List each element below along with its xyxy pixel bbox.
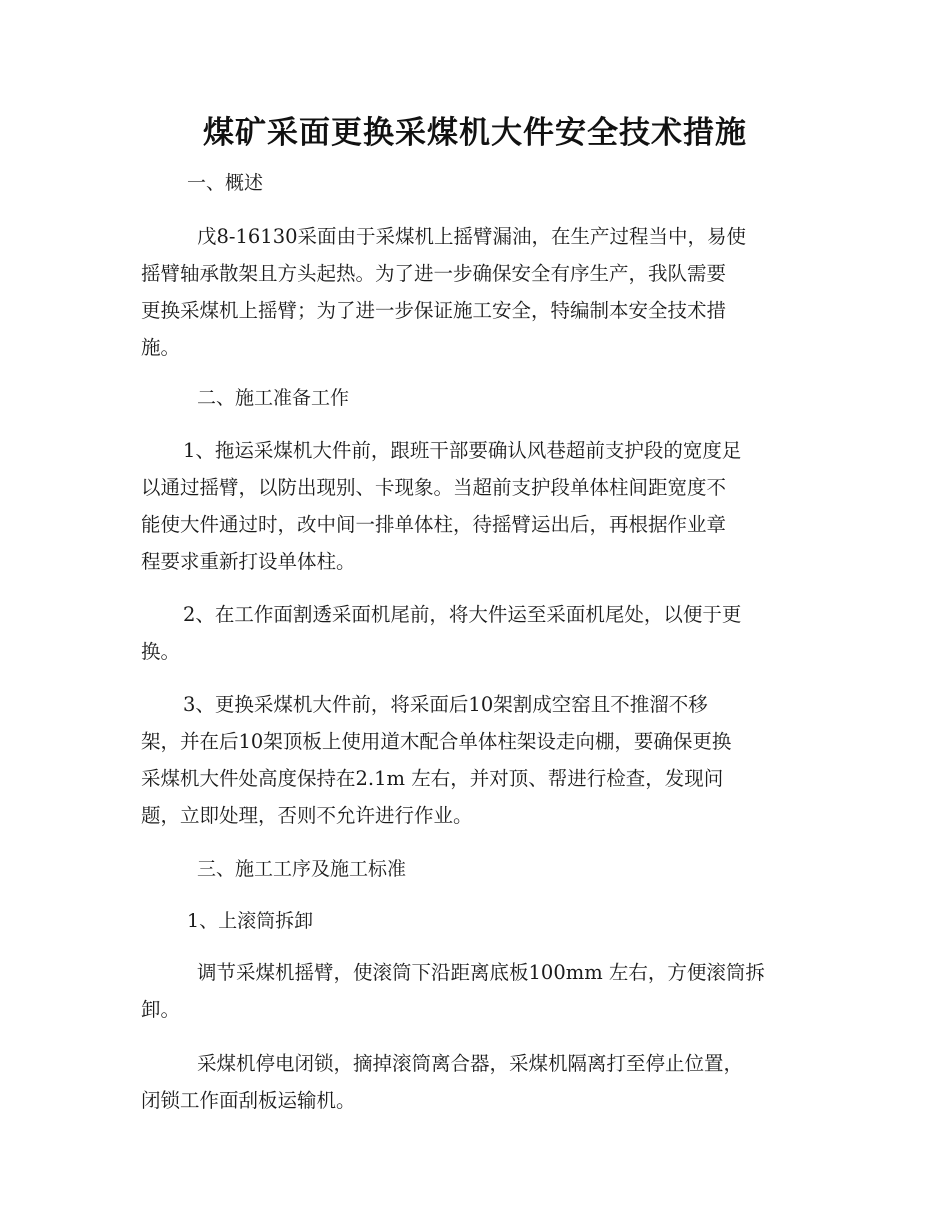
procedure-paragraph-2 <box>141 1045 809 1119</box>
paragraph-line: 更换采煤机上摇臂；为了进一步保证施工安全，特编制本安全技术措 <box>141 299 727 322</box>
paragraph-line: 题，立即处理，否则不允许进行作业。 <box>141 804 473 827</box>
paragraph-line: 采煤机停电闭锁，摘掉滚筒离合器，采煤机隔离打至停止位置， <box>197 1052 744 1075</box>
paragraph-line: 摇臂轴承散架且方头起热。为了进一步确保安全有序生产，我队需要 <box>141 262 727 285</box>
paragraph-line: 调节采煤机摇臂，使滚筒下沿距离底板100mm 左右，方便滚筒拆 <box>197 961 765 984</box>
preparation-item-3 <box>141 686 809 834</box>
paragraph-line: 换。 <box>141 640 181 663</box>
subheading-upper-drum-removal: 1、上滚筒拆卸 <box>187 910 314 932</box>
paragraph-line: 闭锁工作面刮板运输机。 <box>141 1089 356 1112</box>
paragraph-line: 戊8-16130采面由于采煤机上摇臂漏油，在生产过程当中，易使 <box>197 225 747 248</box>
overview-paragraph <box>141 218 809 366</box>
paragraph-line: 施。 <box>141 336 181 359</box>
section-heading-procedure: 三、施工工序及施工标准 <box>197 858 407 880</box>
paragraph-line: 卸。 <box>141 998 181 1021</box>
paragraph-line: 采煤机大件处高度保持在2.1m 左右，并对顶、帮进行检查，发现问 <box>141 767 724 790</box>
paragraph-line: 架，并在后10架顶板上使用道木配合单体柱架设走向棚，要确保更换 <box>141 730 732 753</box>
procedure-paragraph-1 <box>141 954 809 1028</box>
document-title: 煤矿采面更换采煤机大件安全技术措施 <box>203 115 747 151</box>
paragraph-line: 2、在工作面割透采面机尾前，将大件运至采面机尾处，以便于更 <box>183 603 742 626</box>
paragraph-line: 以通过摇臂，以防出现别、卡现象。当超前支护段单体柱间距宽度不 <box>141 476 727 499</box>
section-heading-preparation: 二、施工准备工作 <box>197 387 350 409</box>
paragraph-line: 能使大件通过时，改中间一排单体柱，待摇臂运出后，再根据作业章 <box>141 513 727 536</box>
paragraph-line: 3、更换采煤机大件前，将采面后10架割成空窑且不推溜不移 <box>183 693 708 716</box>
paragraph-line: 程要求重新打设单体柱。 <box>141 550 356 573</box>
paragraph-line: 1、拖运采煤机大件前，跟班干部要确认风巷超前支护段的宽度足 <box>183 439 742 462</box>
preparation-item-2 <box>141 596 809 670</box>
preparation-item-1 <box>141 432 809 580</box>
section-heading-overview: 一、概述 <box>187 172 264 194</box>
